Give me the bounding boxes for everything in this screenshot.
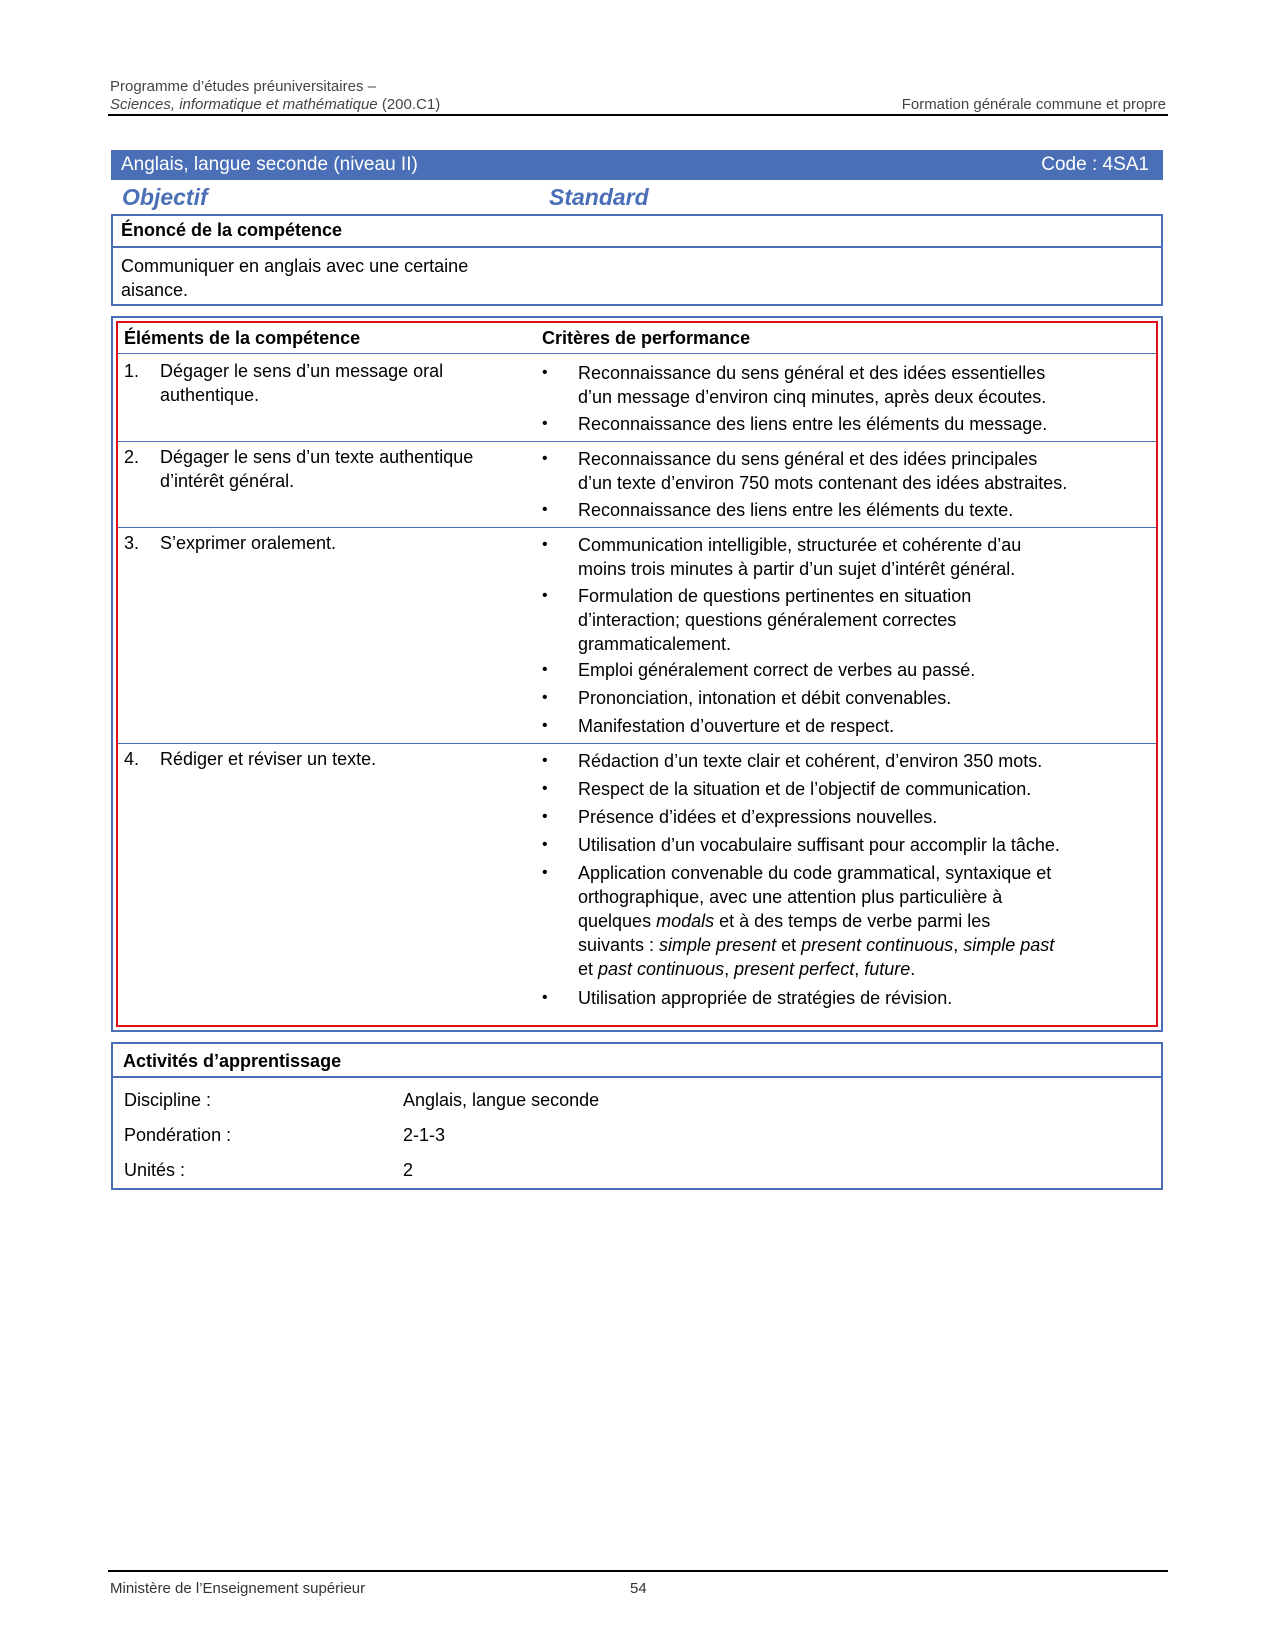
- critere-item: • Emploi généralement correct de verbes au passé.: [542, 660, 976, 680]
- critere-item: • Application convenable du code grammatical, syntaxique et orthographique, avec une attention plus particulière à quelques modals et à des temps de verbe parmi les suivants : simple present et present continuous, simple past et past continuous, present perfect, future.: [542, 863, 1055, 979]
- critere-item: • Communication intelligible, structurée et cohérente d’au moins trois minutes à partir d’un sujet d’intérêt général.: [542, 535, 1022, 579]
- footer-ministry: Ministère de l’Enseignement supérieur: [110, 1580, 366, 1597]
- header-formation: Formation générale commune et propre: [901, 96, 1166, 113]
- ponderation-value: 2-1-3: [403, 1125, 446, 1145]
- critere-item: • Utilisation d’un vocabulaire suffisant pour accomplir la tâche.: [542, 835, 1060, 855]
- element-item: 4. Rédiger et réviser un texte.: [124, 749, 377, 769]
- unites-label: Unités :: [124, 1160, 186, 1180]
- critere-item: • Rédaction d’un texte clair et cohérent, d’environ 350 mots.: [542, 751, 1043, 771]
- unites-value: 2: [403, 1160, 414, 1180]
- elements-box: [111, 316, 1163, 1032]
- critere-item: • Présence d’idées et d’expressions nouvelles.: [542, 807, 938, 827]
- critere-item: • Reconnaissance des liens entre les éléments du message.: [542, 414, 1048, 434]
- element-item: 1. Dégager le sens d’un message oral authentique.: [124, 361, 444, 405]
- element-item: 3. S’exprimer oralement.: [124, 533, 337, 553]
- row-divider: [118, 743, 1156, 744]
- page-number: 54: [630, 1580, 647, 1597]
- table-divider: [118, 353, 1156, 354]
- footer-rule: [108, 1570, 1168, 1572]
- course-banner: [111, 150, 1163, 180]
- critere-item: • Prononciation, intonation et débit convenables.: [542, 688, 952, 708]
- critere-item: • Formulation de questions pertinentes en situation d’interaction; questions généralement correctes grammaticalement.: [542, 586, 972, 654]
- activites-heading: Activités d’apprentissage: [113, 1044, 1161, 1078]
- standard-label: Standard: [549, 184, 649, 210]
- critere-item: • Reconnaissance du sens général et des idées principales d’un texte d’environ 750 mots contenant des idées abstraites.: [542, 449, 1068, 493]
- critere-item: • Reconnaissance du sens général et des idées essentielles d’un message d’environ cinq minutes, après deux écoutes.: [542, 363, 1047, 407]
- element-item: 2. Dégager le sens d’un texte authentique d’intérêt général.: [124, 447, 474, 491]
- header-program-name: Sciences, informatique et mathématique (200.C1): [110, 96, 441, 113]
- header-line2: [110, 96, 1166, 113]
- ponderation-label: Pondération :: [124, 1125, 232, 1145]
- elements-table: [116, 321, 1158, 1027]
- header-rule: [108, 114, 1168, 116]
- enonce-text: Communiquer en anglais avec une certaine aisance.: [121, 256, 469, 300]
- elements-heading: Éléments de la compétence: [124, 328, 361, 348]
- critere-item: • Manifestation d’ouverture et de respect.: [542, 716, 895, 736]
- discipline-label: Discipline :: [124, 1090, 212, 1110]
- critere-item: • Reconnaissance des liens entre les éléments du texte.: [542, 500, 1014, 520]
- header-program: Programme d’études préuniversitaires –: [110, 78, 376, 95]
- critere-item: • Utilisation appropriée de stratégies de révision.: [542, 988, 953, 1008]
- objectif-label: Objectif: [122, 184, 208, 210]
- enonce-box: [111, 214, 1163, 306]
- criteres-heading: Critères de performance: [542, 328, 751, 348]
- critere-item: • Respect de la situation et de l’objectif de communication.: [542, 779, 1032, 799]
- course-code: Code : 4SA1: [1041, 154, 1149, 175]
- enonce-heading: Énoncé de la compétence: [113, 216, 1161, 248]
- course-title: Anglais, langue seconde (niveau II): [121, 154, 418, 175]
- row-divider: [118, 441, 1156, 442]
- discipline-value: Anglais, langue seconde: [403, 1090, 600, 1110]
- activites-box: [111, 1042, 1163, 1190]
- row-divider: [118, 527, 1156, 528]
